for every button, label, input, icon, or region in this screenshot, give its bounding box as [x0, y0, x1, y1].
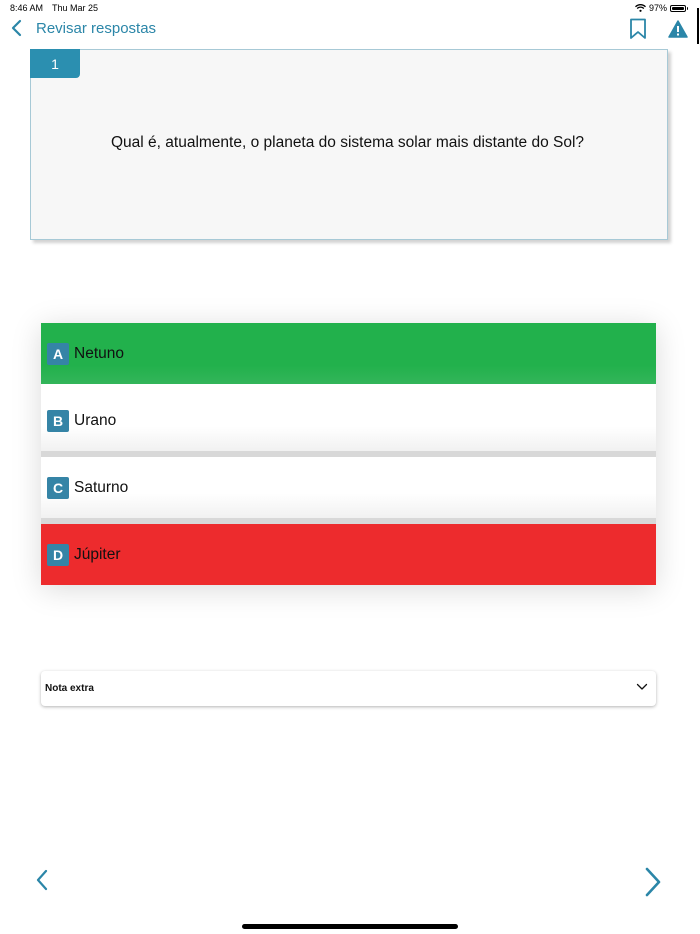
- battery-icon: [670, 5, 686, 12]
- bookmark-icon[interactable]: [629, 18, 647, 40]
- note-label: Nota extra: [45, 683, 94, 694]
- page-title: Revisar respostas: [36, 19, 157, 37]
- battery-percent: 97%: [648, 3, 667, 13]
- window-edge: [697, 8, 699, 44]
- home-indicator: [242, 924, 458, 929]
- answer-option-b[interactable]: [41, 390, 656, 451]
- answer-option-c[interactable]: [41, 457, 656, 518]
- back-button[interactable]: [10, 18, 156, 38]
- answer-label: Júpiter: [74, 545, 121, 563]
- answer-option-a[interactable]: [41, 323, 656, 384]
- next-question-button[interactable]: [643, 866, 663, 898]
- warning-triangle-icon[interactable]: [668, 19, 688, 39]
- question-text: Qual é, atualmente, o planeta do sistema solar mais distante do Sol?: [111, 134, 585, 151]
- status-indicators: [635, 3, 686, 13]
- answer-letter: A: [47, 343, 69, 365]
- answer-label: Netuno: [74, 344, 124, 362]
- answer-letter: C: [47, 477, 69, 499]
- answer-option-d[interactable]: [41, 524, 656, 585]
- chevron-down-icon: [636, 682, 648, 692]
- status-bar: [0, 0, 700, 16]
- answer-list: [41, 323, 656, 585]
- question-number: 1: [30, 49, 80, 78]
- answer-label: Saturno: [74, 478, 129, 496]
- status-date: Thu Mar 25: [52, 3, 99, 13]
- answer-letter: B: [47, 410, 69, 432]
- answer-label: Urano: [74, 411, 117, 429]
- question-card: [30, 49, 668, 240]
- wifi-icon: [635, 4, 646, 12]
- answer-letter: D: [47, 544, 69, 566]
- previous-question-button[interactable]: [34, 868, 50, 892]
- nav-bar: [0, 16, 700, 42]
- chevron-left-icon: [10, 18, 24, 38]
- status-time: 8:46 AM: [10, 3, 44, 13]
- extra-note-dropdown[interactable]: [41, 671, 656, 706]
